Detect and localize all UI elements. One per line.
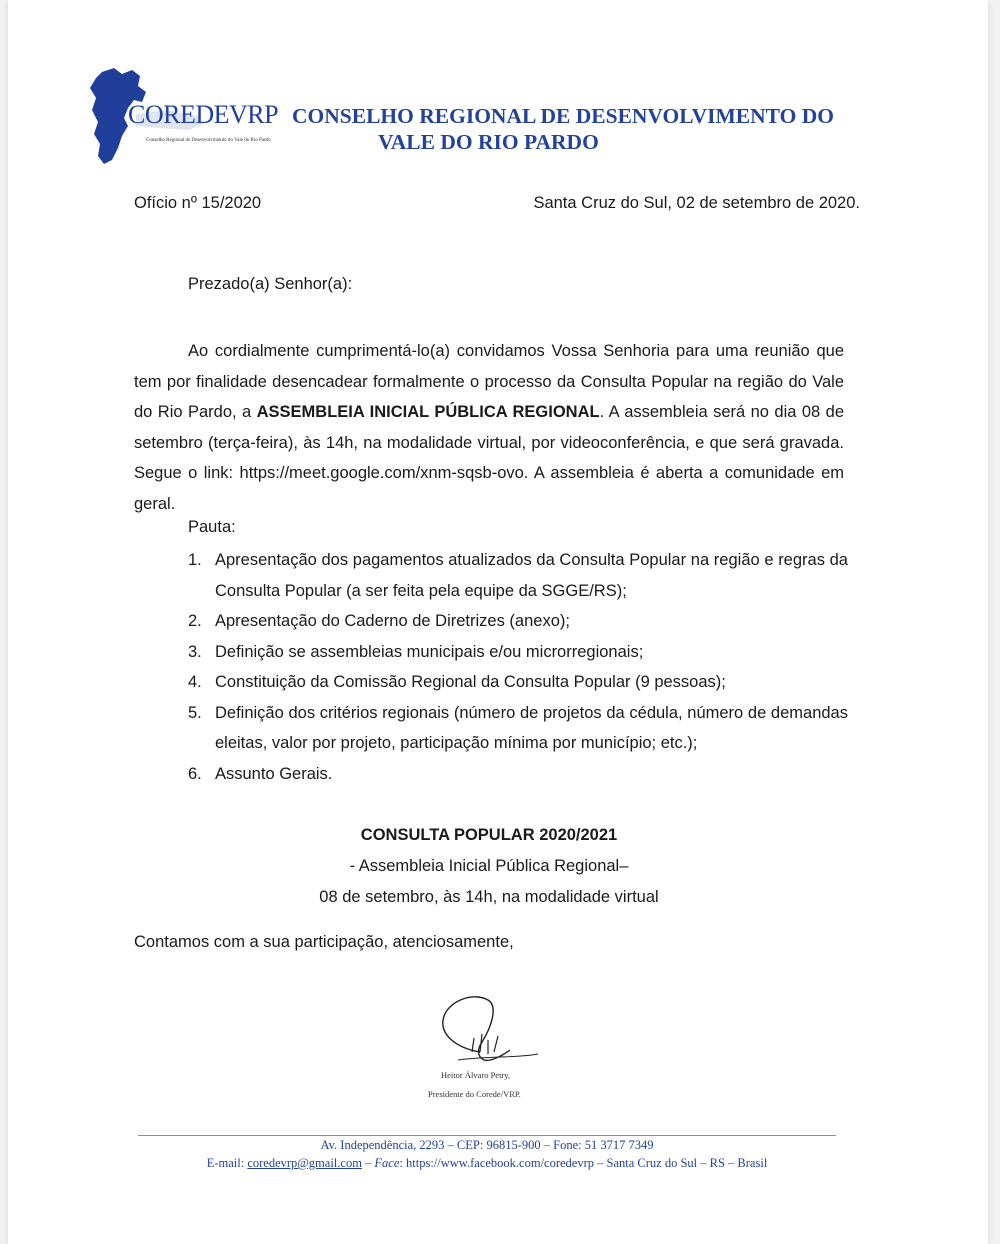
list-item-text: Apresentação do Caderno de Diretrizes (anexo); [215, 612, 570, 630]
list-item-text: Definição dos critérios regionais (número de projetos da cédula, número de demandas eleitas, valor por projeto, participação mínima por município; etc.); [215, 703, 848, 752]
facebook-text: : https://www.facebook.com/coredevrp – Santa Cruz do Sul – RS – Brasil [399, 1156, 768, 1170]
logo-subtitle: Conselho Regional de Desenvolvimento do Vale do Rio Pardo [146, 138, 271, 143]
body-text-2: . A assembleia será no dia 08 de setembro (terça-feira), às 14h, na modalidade virtual, por videoconferência, e que será gravada. Segue o link: https://meet.google.com/xnm-sqsb-ovo. A assembleia é aberta a comunidade em geral. [134, 403, 844, 513]
list-item-number: 5. [188, 703, 202, 722]
list-item [188, 698, 848, 759]
logo-suffix: VRP [229, 100, 279, 129]
logo-name: COREDE [128, 100, 229, 129]
list-item-text: Assunto Gerais. [215, 764, 333, 783]
list-item [188, 759, 848, 790]
event-title: CONSULTA POPULAR 2020/2021 [360, 826, 618, 844]
event-highlight [134, 820, 844, 913]
list-item-number: 1. [188, 551, 202, 569]
footer-contact [138, 1154, 836, 1172]
list-item-number: 6. [188, 764, 202, 783]
face-label: Face [374, 1156, 400, 1170]
signer-role: Presidente do Corede/VRP. [428, 1089, 521, 1099]
body-bold-text: ASSEMBLEIA INICIAL PÚBLICA REGIONAL [256, 403, 600, 421]
oficio-number: Ofício nº 15/2020 [134, 194, 262, 212]
list-item [188, 545, 848, 606]
list-item-text: Apresentação dos pagamentos atualizados da Consulta Popular na região e regras da Consulta Popular (a ser feita pela equipe da SGGE/RS); [215, 551, 848, 600]
body-text-1: Ao cordialmente cumprimentá-lo(a) convidamos Vossa Senhoria para uma reunião que tem por finalidade desencadear formalmente o processo da Consulta Popular na região do Vale do Rio Pardo, a [134, 342, 844, 421]
event-subtitle: - Assembleia Inicial Pública Regional– [349, 857, 629, 875]
list-item-text: Definição se assembleias municipais e/ou microrregionais; [215, 642, 644, 661]
email-label: E-mail: [206, 1156, 248, 1170]
list-item-number: 2. [188, 612, 202, 630]
list-item-number: 3. [188, 642, 202, 661]
event-datetime: 08 de setembro, às 14h, na modalidade virtual [319, 888, 659, 906]
handwritten-signature [428, 990, 568, 1070]
body-paragraph [134, 336, 844, 519]
footer-separator: – [361, 1156, 375, 1170]
list-item [188, 606, 848, 637]
pauta-label: Pauta: [188, 518, 236, 536]
list-item [188, 667, 848, 698]
footer-address: Av. Independência, 2293 – CEP: 96815-900 – Fone: 51 3717 7349 [320, 1138, 654, 1152]
list-item [188, 637, 848, 668]
footer [138, 1136, 836, 1172]
place-date: Santa Cruz do Sul, 02 de setembro de 2020. [533, 194, 860, 212]
organization-title [292, 103, 852, 155]
list-item-number: 4. [188, 673, 202, 691]
pauta-list [188, 545, 848, 789]
email-link[interactable]: coredevrp@gmail.com [247, 1156, 362, 1170]
org-title-line2: VALE DO RIO PARDO [378, 130, 599, 154]
corede-logo [128, 100, 278, 130]
list-item-text: Constituição da Comissão Regional da Consulta Popular (9 pessoas); [215, 673, 726, 691]
org-title-line1: CONSELHO REGIONAL DE DESENVOLVIMENTO DO [292, 104, 834, 128]
closing: Contamos com a sua participação, atenciosamente, [134, 933, 514, 951]
greeting: Prezado(a) Senhor(a): [188, 275, 353, 293]
signer-name: Heitor Álvaro Petry, [441, 1070, 511, 1080]
